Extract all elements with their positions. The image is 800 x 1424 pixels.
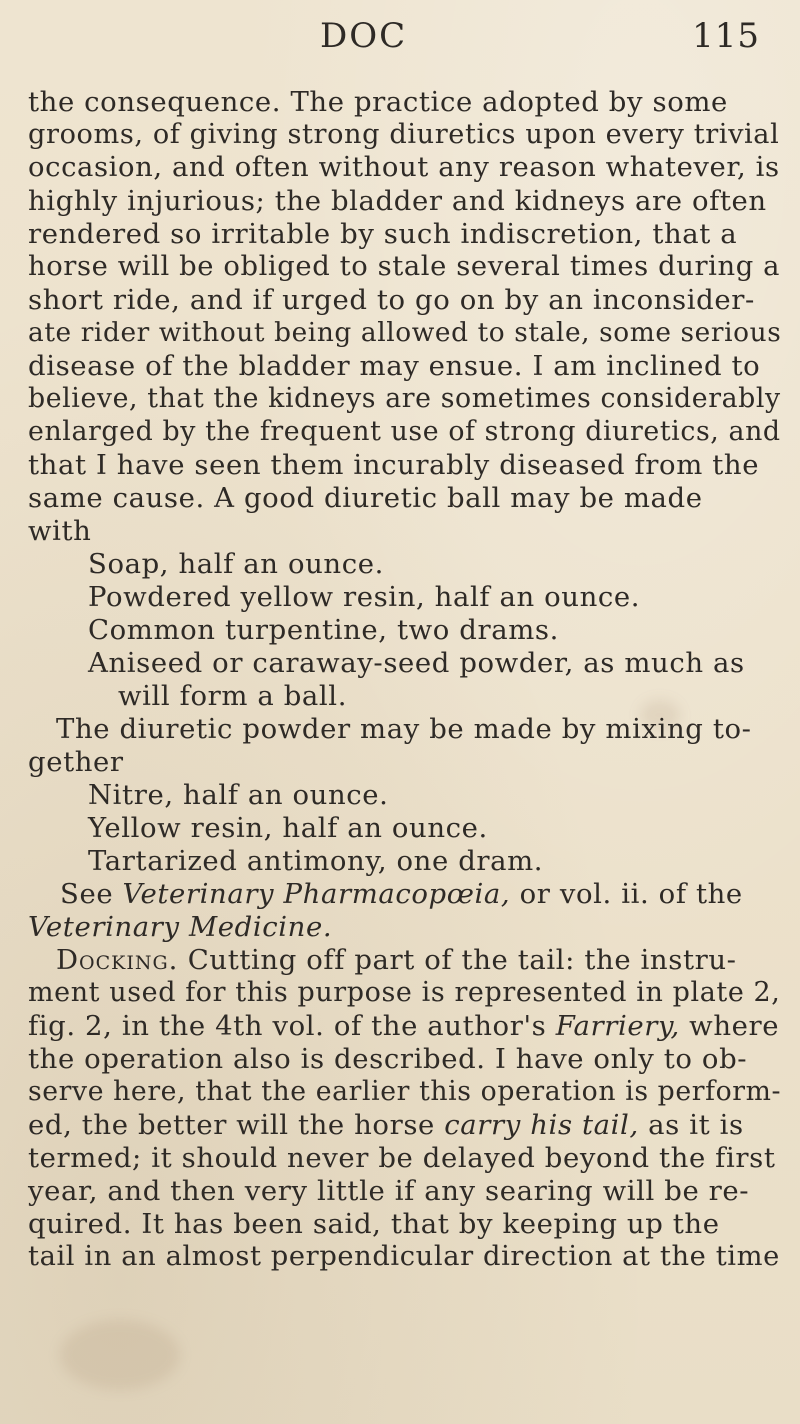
text-line: rendered so irritable by such indiscretion, that a <box>28 218 738 250</box>
text-line: grooms, of giving strong diuretics upon every trivial <box>28 119 780 150</box>
recipe-item: Common turpentine, two drams. <box>88 614 559 646</box>
text-span: Cutting off part of the tail: the instru- <box>178 944 737 976</box>
recipe-item: Aniseed or caraway-seed powder, as much as <box>88 647 745 679</box>
text-span: ed, the better will the horse <box>28 1109 445 1141</box>
page-header <box>0 16 800 64</box>
recipe-item: Soap, half an ounce. <box>88 548 384 580</box>
text-span: as it is <box>638 1109 744 1141</box>
text-line: believe, that the kidneys are sometimes considerably <box>28 383 781 414</box>
text-span: or vol. ii. of the <box>510 878 743 910</box>
page-number: 115 <box>692 16 760 56</box>
text-line <box>56 944 737 976</box>
paper-stain <box>60 1320 180 1390</box>
recipe-item: Tartarized antimony, one dram. <box>88 845 544 877</box>
text-line: gether <box>28 746 124 778</box>
book-title: Veterinary Pharmacopœia, <box>122 878 511 910</box>
recipe-item: Nitre, half an ounce. <box>88 779 389 811</box>
recipe-item: will form a ball. <box>118 680 348 712</box>
emphasis-text: carry his tail, <box>444 1109 639 1141</box>
text-line: year, and then very little if any searing will be re- <box>28 1175 750 1207</box>
entry-heading: Docking. <box>56 944 179 976</box>
text-span: where <box>679 1010 780 1042</box>
text-line: short ride, and if urged to go on by an inconsider- <box>28 284 755 316</box>
text-line: with <box>28 515 92 547</box>
text-line: occasion, and often without any reason whatever, is <box>28 152 780 183</box>
text-line: horse will be obliged to stale several times during a <box>28 251 781 282</box>
text-line <box>28 1109 744 1141</box>
text-span: fig. 2, in the 4th vol. of the author's <box>28 1010 556 1042</box>
text-line: the operation also is described. I have only to ob- <box>28 1043 748 1075</box>
text-line: same cause. A good diuretic ball may be made <box>28 482 703 514</box>
text-line: termed; it should never be delayed beyond the first <box>28 1142 776 1174</box>
text-line: ate rider without being allowed to stale, some serious <box>28 318 782 348</box>
book-title: Veterinary Medicine. <box>28 911 333 943</box>
text-line: enlarged by the frequent use of strong diuretics, and <box>28 416 781 447</box>
text-line <box>60 878 743 910</box>
text-line: the consequence. The practice adopted by some <box>28 86 728 118</box>
text-line: highly injurious; the bladder and kidneys are often <box>28 185 767 217</box>
book-title: Farriery, <box>555 1010 680 1042</box>
recipe-item: Powdered yellow resin, half an ounce. <box>88 581 641 613</box>
text-line: serve here, that the earlier this operation is perform- <box>28 1076 782 1107</box>
recipe-item: Yellow resin, half an ounce. <box>88 812 488 844</box>
text-span: See <box>60 878 123 910</box>
text-line: ment used for this purpose is represented in plate 2, <box>28 977 781 1008</box>
text-line: The diuretic powder may be made by mixing to- <box>56 713 752 745</box>
running-head: DOC <box>320 16 408 56</box>
text-line: quired. It has been said, that by keeping up the <box>28 1208 720 1240</box>
text-line: tail in an almost perpendicular direction at the time <box>28 1241 780 1272</box>
text-line <box>28 1010 779 1042</box>
text-line: disease of the bladder may ensue. I am inclined to <box>28 350 761 382</box>
text-line: that I have seen them incurably diseased from the <box>28 449 760 481</box>
